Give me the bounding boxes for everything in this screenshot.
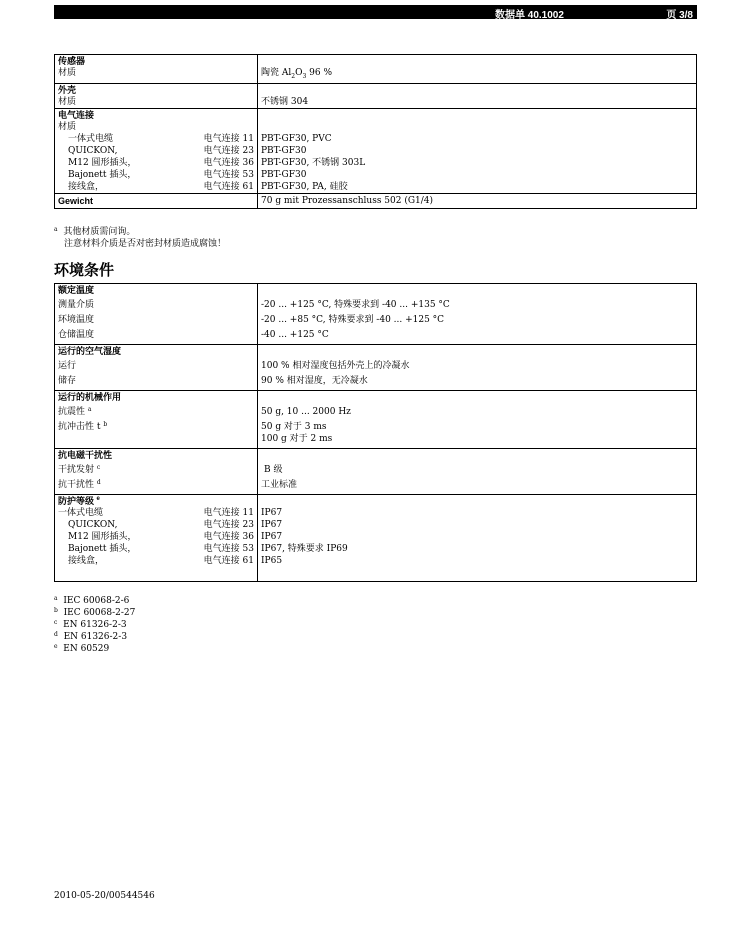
footnote: $^d$ EN 61326-2-3	[54, 631, 128, 642]
header-bar	[54, 5, 697, 19]
env-section-title: 环境条件	[54, 261, 115, 279]
elec-row-value: PBT-GF30, 不锈钢 303L	[261, 157, 366, 168]
elec-row-name: Bajonett 插头， 电气连接 53	[68, 169, 254, 180]
emc-title: 抗电磁干扰性	[58, 450, 113, 460]
weight-value: 70 g mit Prozessanschluss 502 (G1/4)	[258, 193, 697, 208]
elec-title: 电气连接	[58, 109, 95, 120]
footnote: $^e$ EN 60529	[54, 643, 110, 654]
material-note: $^a$ 其他材质需问询。 注意材料介质是否对密封材质造成腐蚀！	[54, 226, 227, 249]
materials-table	[54, 54, 697, 209]
footnote: $^c$ EN 61326-2-3	[54, 619, 127, 630]
sensor-title: 传感器	[58, 56, 86, 66]
humidity-title: 运行的空气湿度	[58, 346, 122, 356]
housing-material-value: 不锈钢 304	[261, 96, 309, 107]
sensor-material-value: 陶瓷 $Al_2O_3$ 96 %	[261, 68, 333, 80]
mech-title: 运行的机械作用	[58, 392, 122, 402]
weight-label: Gewicht	[55, 193, 258, 208]
elec-material-label: 材质	[58, 121, 77, 132]
footnote: $^b$ IEC 60068-2-27	[54, 607, 136, 618]
ip-title: 防护等级 $^e$	[58, 496, 100, 506]
page-number: 页 3/8	[666, 10, 693, 21]
housing-material-label: 材质	[58, 96, 77, 107]
footer-date-id: 2010-05-20/00544546	[54, 891, 155, 901]
elec-row-value: PBT-GF30	[261, 169, 307, 180]
elec-row-name: 接线盒， 电气连接 61	[68, 181, 254, 192]
elec-row-name: M12 圆形插头， 电气连接 36	[68, 157, 254, 168]
environment-table: 额定温度 测量介质 环境温度 仓储温度 -20 ... +125 °C, 特殊要求到 -40 ... +135 °C -20 ... +85 °C, 特殊要求到 -40 ... +125 °C -40 ... +125 °C 运行的空气湿度 运行 储存 100 % 相对湿度包括外壳上的冷凝水 90 % 相对湿度，无冷凝水 运行的机械作用 抗震性 $^a$ 抗冲击性 t $^b$ 50 g, 10 ... 2000 Hz 50 g 对于 3 ms 100 g 对于 2 ms 抗电磁干扰性 干扰发射 $^c$ 抗干扰性 $^d$ B 级 工业标准 防护等级 $^e$ 一体式电缆 电气连接 11 QUICKON, 电气连接 23 M12 圆形插头， 电气连接 36 Bajonett 插头， 电气连接 53 接线盒， 电气连接 61 IP67 IP67 IP67 IP67, 特殊要求 IP69 IP65	[54, 283, 697, 582]
footnote: $^a$ IEC 60068-2-6	[54, 595, 130, 606]
elec-row-value: PBT-GF30, PA, 硅胶	[261, 181, 348, 192]
sensor-material-label: 材质	[58, 68, 77, 78]
temp-title: 额定温度	[58, 285, 95, 295]
elec-row-value: PBT-GF30	[261, 145, 307, 156]
elec-row-name: QUICKON, 电气连接 23	[68, 145, 254, 156]
housing-title: 外壳	[58, 84, 77, 95]
footnotes	[54, 595, 135, 655]
elec-row-name: 一体式电缆 电气连接 11	[68, 133, 254, 144]
datasheet-number: 数据单 40.1002	[495, 10, 564, 21]
elec-row-value: PBT-GF30, PVC	[261, 133, 332, 144]
